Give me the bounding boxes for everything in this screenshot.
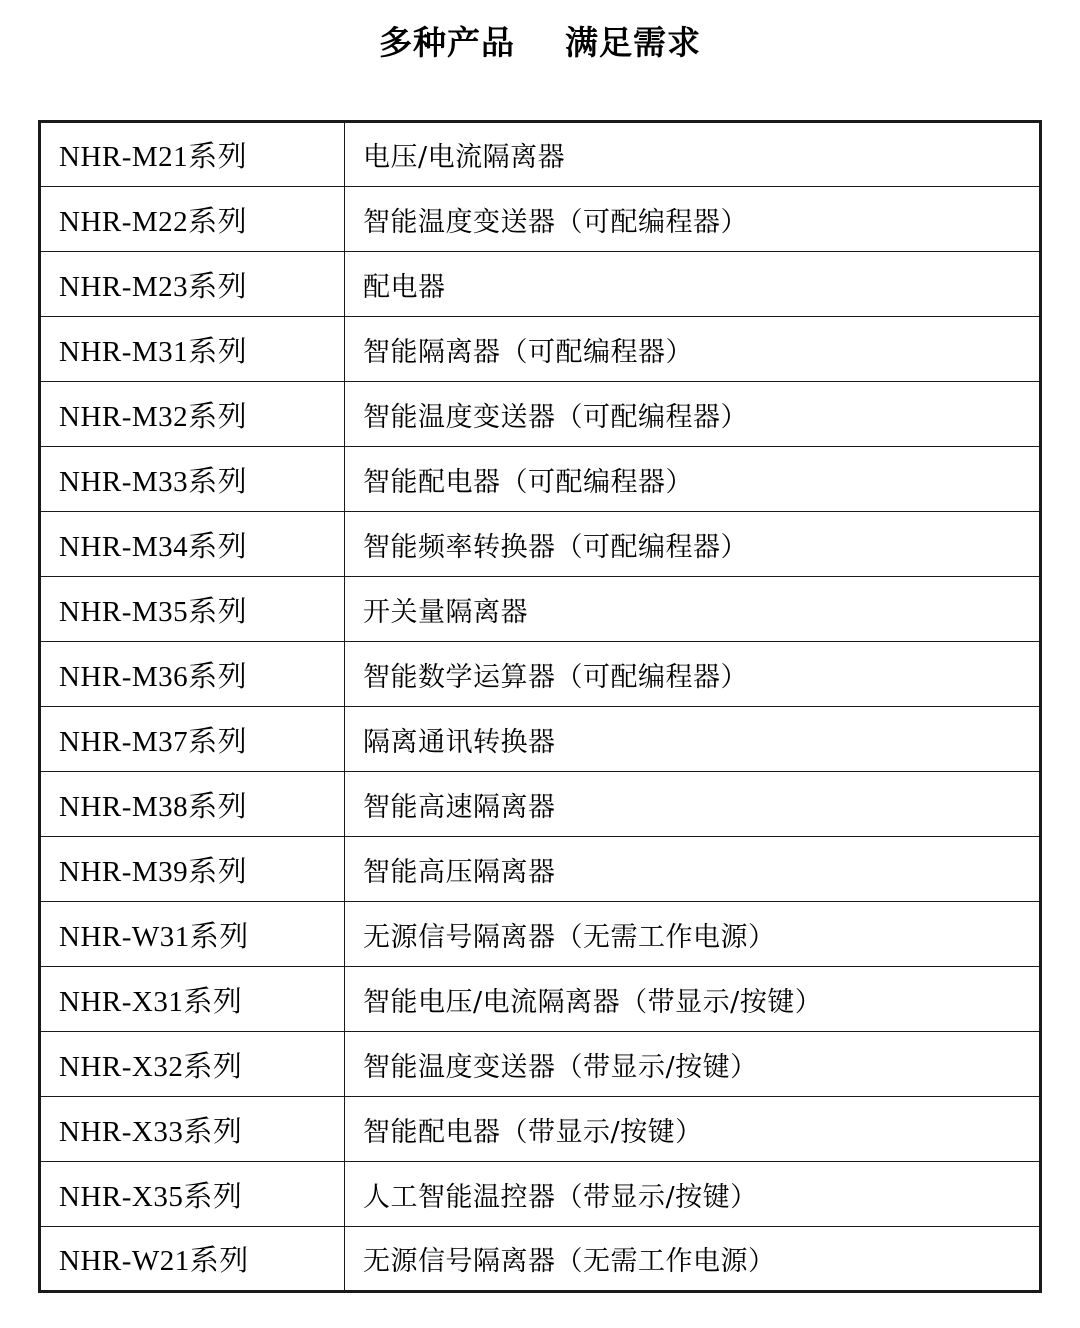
table-row: [40, 837, 1041, 902]
table-row: [40, 1097, 1041, 1162]
document-page: [0, 22, 1080, 1328]
product-description-cell: 隔离通讯转换器: [345, 707, 1041, 772]
product-model-cell: NHR-M39系列: [40, 837, 345, 902]
table-row: [40, 122, 1041, 187]
product-description-cell: 智能频率转换器（可配编程器）: [345, 512, 1041, 577]
table-row: [40, 382, 1041, 447]
product-model-cell: NHR-M35系列: [40, 577, 345, 642]
product-model-cell: NHR-M34系列: [40, 512, 345, 577]
product-description-cell: 智能隔离器（可配编程器）: [345, 317, 1041, 382]
table-row: [40, 512, 1041, 577]
table-row: [40, 1227, 1041, 1292]
product-description-cell: 智能电压/电流隔离器（带显示/按键）: [345, 967, 1041, 1032]
product-model-cell: NHR-M38系列: [40, 772, 345, 837]
table-row: [40, 447, 1041, 512]
page-title: 多种产品 满足需求: [379, 23, 701, 62]
product-description-cell: 智能配电器（可配编程器）: [345, 447, 1041, 512]
product-description-cell: 开关量隔离器: [345, 577, 1041, 642]
product-description-cell: 智能温度变送器（可配编程器）: [345, 382, 1041, 447]
product-model-cell: NHR-M31系列: [40, 317, 345, 382]
product-table-container: [38, 120, 1042, 1293]
product-description-cell: 智能数学运算器（可配编程器）: [345, 642, 1041, 707]
table-row: [40, 707, 1041, 772]
product-description-cell: 智能温度变送器（带显示/按键）: [345, 1032, 1041, 1097]
product-model-cell: NHR-M36系列: [40, 642, 345, 707]
product-model-cell: NHR-M37系列: [40, 707, 345, 772]
product-description-cell: 无源信号隔离器（无需工作电源）: [345, 902, 1041, 967]
table-row: [40, 317, 1041, 382]
table-row: [40, 187, 1041, 252]
table-row: [40, 1032, 1041, 1097]
table-row: [40, 772, 1041, 837]
table-row: [40, 577, 1041, 642]
product-description-cell: 智能配电器（带显示/按键）: [345, 1097, 1041, 1162]
product-description-cell: 配电器: [345, 252, 1041, 317]
product-model-cell: NHR-X35系列: [40, 1162, 345, 1227]
product-table: [38, 120, 1042, 1293]
product-model-cell: NHR-M32系列: [40, 382, 345, 447]
product-model-cell: NHR-M21系列: [40, 122, 345, 187]
table-row: [40, 642, 1041, 707]
product-description-cell: 无源信号隔离器（无需工作电源）: [345, 1227, 1041, 1292]
table-row: [40, 1162, 1041, 1227]
product-model-cell: NHR-W21系列: [40, 1227, 345, 1292]
product-model-cell: NHR-W31系列: [40, 902, 345, 967]
product-description-cell: 智能温度变送器（可配编程器）: [345, 187, 1041, 252]
product-model-cell: NHR-M33系列: [40, 447, 345, 512]
table-row: [40, 902, 1041, 967]
product-model-cell: NHR-X32系列: [40, 1032, 345, 1097]
table-row: [40, 967, 1041, 1032]
product-table-body: [40, 122, 1041, 1292]
product-description-cell: 智能高压隔离器: [345, 837, 1041, 902]
product-model-cell: NHR-X33系列: [40, 1097, 345, 1162]
product-description-cell: 电压/电流隔离器: [345, 122, 1041, 187]
product-description-cell: 人工智能温控器（带显示/按键）: [345, 1162, 1041, 1227]
product-model-cell: NHR-X31系列: [40, 967, 345, 1032]
product-model-cell: NHR-M23系列: [40, 252, 345, 317]
table-row: [40, 252, 1041, 317]
product-model-cell: NHR-M22系列: [40, 187, 345, 252]
product-description-cell: 智能高速隔离器: [345, 772, 1041, 837]
